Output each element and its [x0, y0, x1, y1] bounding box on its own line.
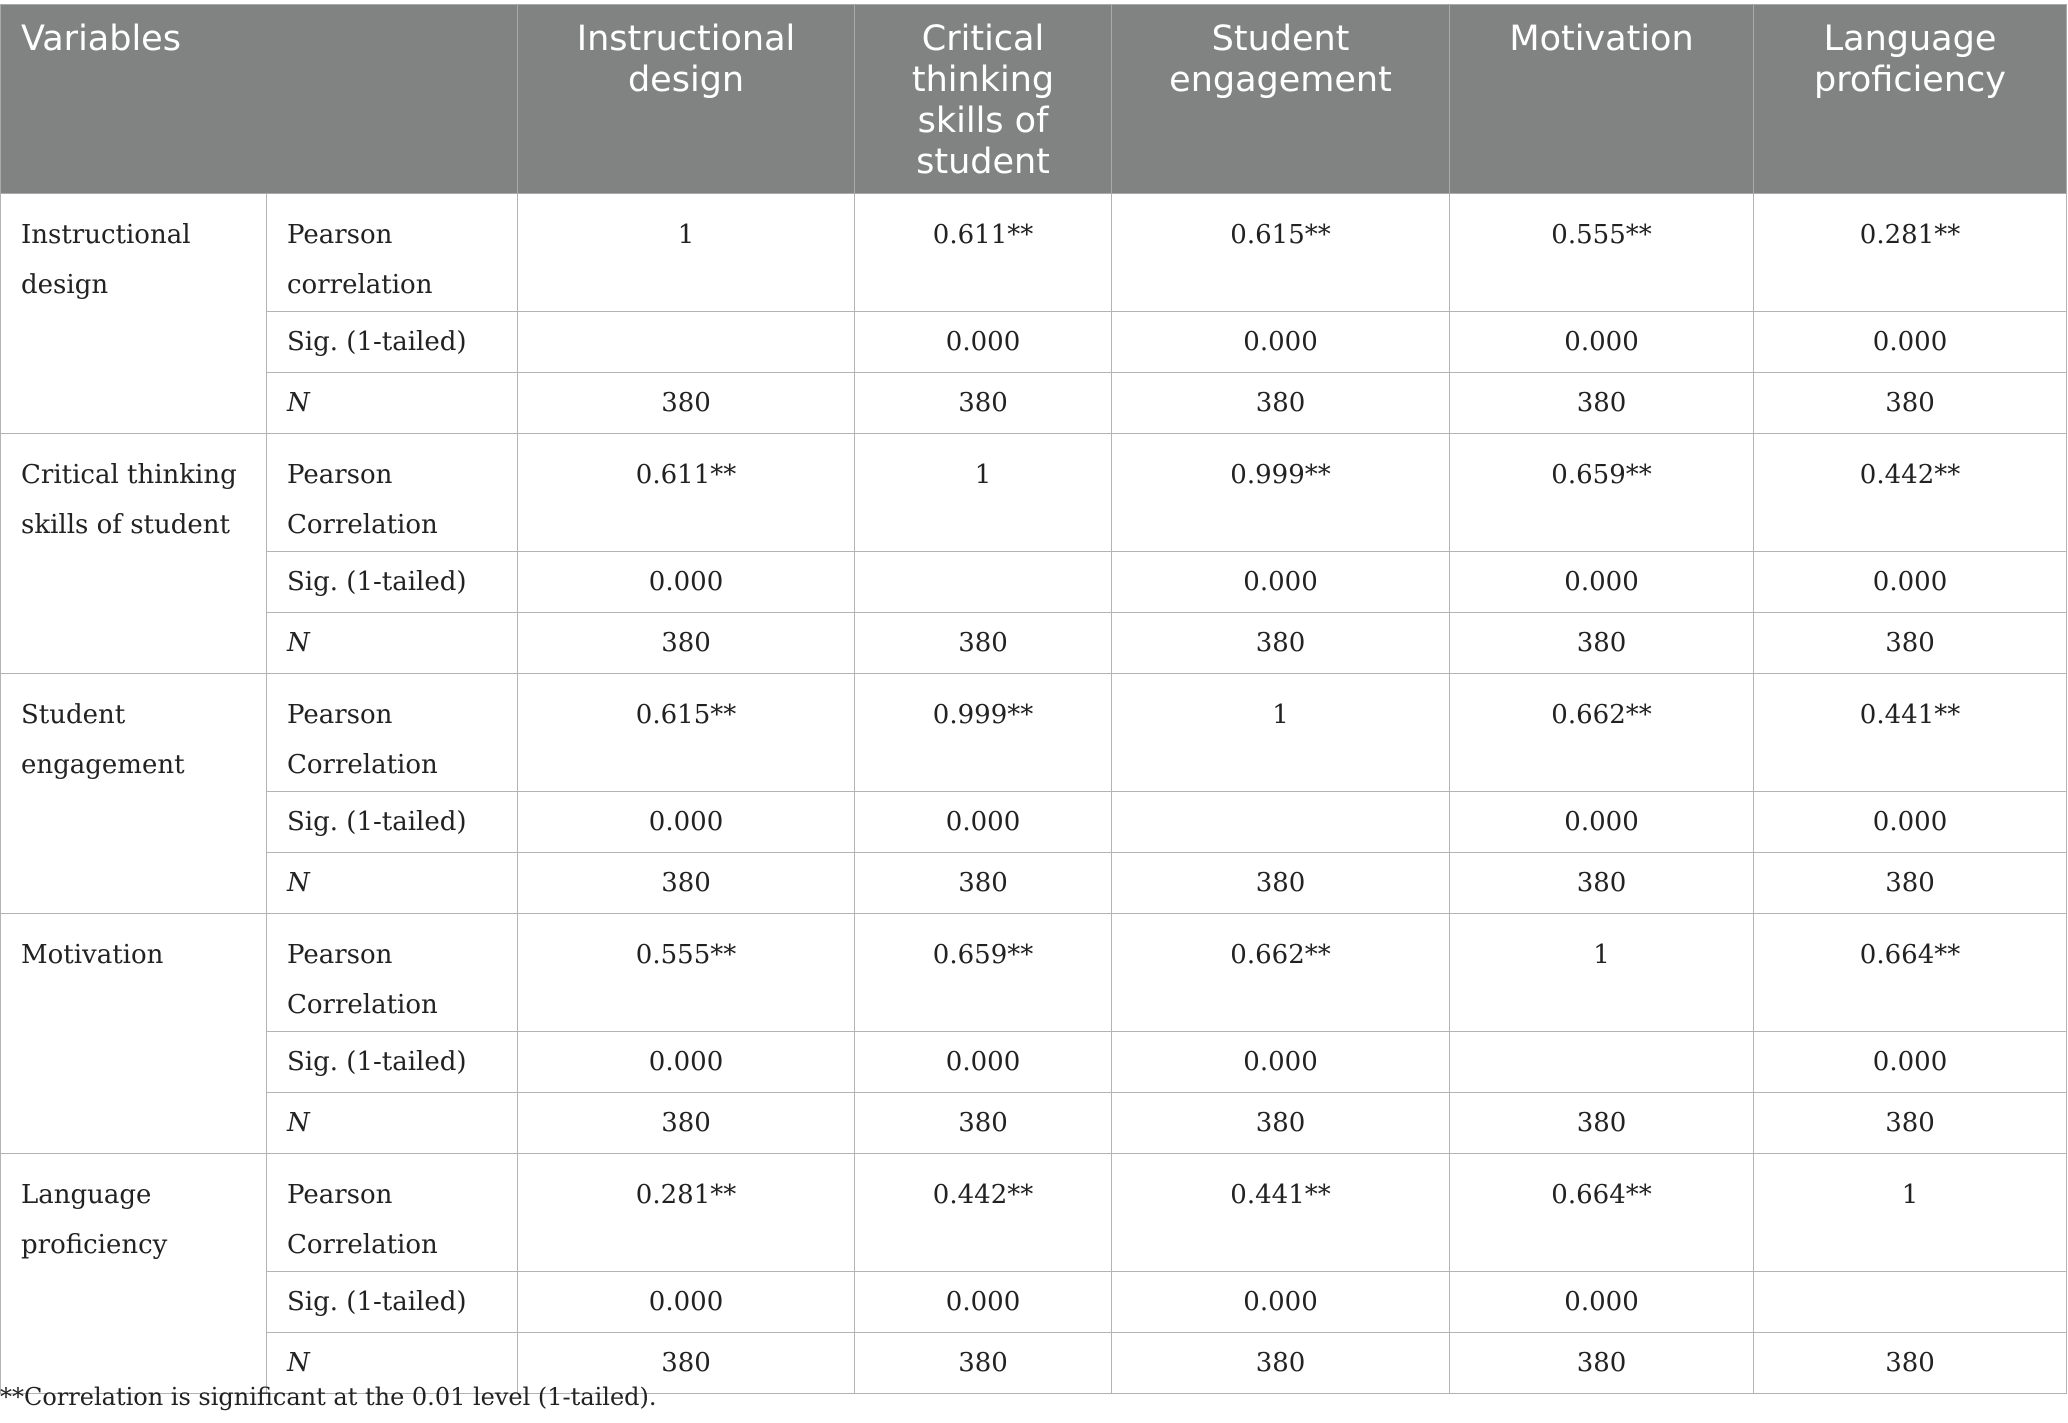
- table-cell: 380: [1112, 1093, 1450, 1154]
- header-instructional-design: Instructional design: [518, 5, 855, 194]
- table-cell: 380: [855, 853, 1112, 914]
- table-cell: 0.441**: [1754, 674, 2067, 792]
- table-cell: 0.281**: [1754, 194, 2067, 312]
- table-cell: 0.000: [1754, 1032, 2067, 1093]
- table-cell: 380: [518, 1333, 855, 1394]
- table-cell: 0.659**: [855, 914, 1112, 1032]
- header-row: [1, 5, 2067, 194]
- table-cell: 0.000: [1112, 312, 1450, 373]
- variable-name: Instructional design: [1, 194, 267, 434]
- table-cell: 380: [855, 613, 1112, 674]
- stat-label: N: [267, 853, 518, 914]
- table-cell: 380: [1754, 1093, 2067, 1154]
- correlation-table-container: [0, 4, 2066, 1394]
- stat-label: Sig. (1-tailed): [267, 312, 518, 373]
- table-cell: 380: [855, 373, 1112, 434]
- stat-label: Pearson Correlation: [267, 1154, 518, 1272]
- table-cell: 0.000: [1450, 792, 1754, 853]
- table-cell: 380: [518, 613, 855, 674]
- stat-label: N: [267, 1093, 518, 1154]
- table-row: [1, 312, 2067, 373]
- stat-label: N: [267, 1333, 518, 1394]
- header-variables: Variables: [1, 5, 518, 194]
- table-cell: [1450, 1032, 1754, 1093]
- table-cell: 380: [1112, 1333, 1450, 1394]
- table-cell: 380: [1754, 373, 2067, 434]
- table-cell: 0.615**: [1112, 194, 1450, 312]
- table-cell: 0.000: [1450, 312, 1754, 373]
- table-cell: 1: [1112, 674, 1450, 792]
- table-cell: 0.662**: [1450, 674, 1754, 792]
- table-cell: 0.000: [1754, 792, 2067, 853]
- table-cell: 0.664**: [1754, 914, 2067, 1032]
- table-row: [1, 552, 2067, 613]
- variable-name: Critical thinking skills of student: [1, 434, 267, 674]
- table-cell: 0.000: [1112, 1032, 1450, 1093]
- table-cell: 380: [1450, 853, 1754, 914]
- table-cell: 380: [518, 1093, 855, 1154]
- table-cell: 380: [518, 853, 855, 914]
- header-language-proficiency: Language proficiency: [1754, 5, 2067, 194]
- table-cell: 0.615**: [518, 674, 855, 792]
- table-cell: 380: [1112, 373, 1450, 434]
- table-cell: 380: [1450, 373, 1754, 434]
- header-critical-thinking: Critical thinking skills of student: [855, 5, 1112, 194]
- table-cell: 380: [1112, 853, 1450, 914]
- table-cell: 1: [1754, 1154, 2067, 1272]
- table-row: [1, 853, 2067, 914]
- table-row: [1, 1093, 2067, 1154]
- table-row: [1, 1154, 2067, 1272]
- table-cell: [1754, 1272, 2067, 1333]
- stat-label: N: [267, 373, 518, 434]
- table-cell: 380: [1450, 613, 1754, 674]
- table-cell: 0.000: [1112, 552, 1450, 613]
- table-row: [1, 674, 2067, 792]
- stat-label: Pearson correlation: [267, 194, 518, 312]
- table-cell: 1: [1450, 914, 1754, 1032]
- table-cell: 380: [1450, 1333, 1754, 1394]
- correlation-table: [0, 4, 2067, 1394]
- table-cell: 0.441**: [1112, 1154, 1450, 1272]
- table-cell: 0.000: [855, 312, 1112, 373]
- table-cell: [1112, 792, 1450, 853]
- table-cell: 0.555**: [518, 914, 855, 1032]
- table-cell: 1: [518, 194, 855, 312]
- table-cell: 0.000: [855, 1032, 1112, 1093]
- variable-name: Student engagement: [1, 674, 267, 914]
- stat-label: Sig. (1-tailed): [267, 1032, 518, 1093]
- table-cell: 0.999**: [1112, 434, 1450, 552]
- table-cell: 0.000: [1754, 552, 2067, 613]
- table-row: [1, 914, 2067, 1032]
- table-cell: 380: [1112, 613, 1450, 674]
- table-row: [1, 194, 2067, 312]
- table-cell: 0.000: [1450, 1272, 1754, 1333]
- table-cell: 0.659**: [1450, 434, 1754, 552]
- table-cell: 380: [1450, 1093, 1754, 1154]
- table-row: [1, 434, 2067, 552]
- stat-label: Sig. (1-tailed): [267, 1272, 518, 1333]
- header-student-engagement: Student engagement: [1112, 5, 1450, 194]
- table-cell: 0.000: [518, 792, 855, 853]
- table-cell: 0.000: [518, 552, 855, 613]
- stat-label: Sig. (1-tailed): [267, 552, 518, 613]
- table-cell: 380: [518, 373, 855, 434]
- table-cell: 380: [855, 1093, 1112, 1154]
- table-cell: 0.000: [518, 1032, 855, 1093]
- stat-label: Pearson Correlation: [267, 674, 518, 792]
- stat-label: Pearson Correlation: [267, 434, 518, 552]
- table-cell: 380: [1754, 853, 2067, 914]
- table-body: [1, 194, 2067, 1394]
- stat-label: N: [267, 613, 518, 674]
- table-cell: 380: [855, 1333, 1112, 1394]
- variable-name: Motivation: [1, 914, 267, 1154]
- table-cell: 0.442**: [855, 1154, 1112, 1272]
- table-cell: 0.000: [1450, 552, 1754, 613]
- table-cell: 0.000: [855, 1272, 1112, 1333]
- header-motivation: Motivation: [1450, 5, 1754, 194]
- table-cell: [518, 312, 855, 373]
- table-cell: 0.000: [1112, 1272, 1450, 1333]
- table-cell: 0.000: [1754, 312, 2067, 373]
- table-row: [1, 613, 2067, 674]
- table-cell: 0.442**: [1754, 434, 2067, 552]
- table-cell: [855, 552, 1112, 613]
- stat-label: Pearson Correlation: [267, 914, 518, 1032]
- table-cell: 380: [1754, 613, 2067, 674]
- table-cell: 0.000: [855, 792, 1112, 853]
- table-cell: 0.000: [518, 1272, 855, 1333]
- table-row: [1, 1032, 2067, 1093]
- table-cell: 0.281**: [518, 1154, 855, 1272]
- table-cell: 0.662**: [1112, 914, 1450, 1032]
- table-row: [1, 1272, 2067, 1333]
- table-cell: 0.999**: [855, 674, 1112, 792]
- stat-label: Sig. (1-tailed): [267, 792, 518, 853]
- table-row: [1, 373, 2067, 434]
- table-cell: 0.611**: [518, 434, 855, 552]
- table-cell: 0.611**: [855, 194, 1112, 312]
- table-cell: 0.664**: [1450, 1154, 1754, 1272]
- table-footnote: **Correlation is significant at the 0.01 level (1-tailed).: [0, 1383, 657, 1411]
- table-cell: 380: [1754, 1333, 2067, 1394]
- table-cell: 0.555**: [1450, 194, 1754, 312]
- table-cell: 1: [855, 434, 1112, 552]
- variable-name: Language proficiency: [1, 1154, 267, 1394]
- table-row: [1, 792, 2067, 853]
